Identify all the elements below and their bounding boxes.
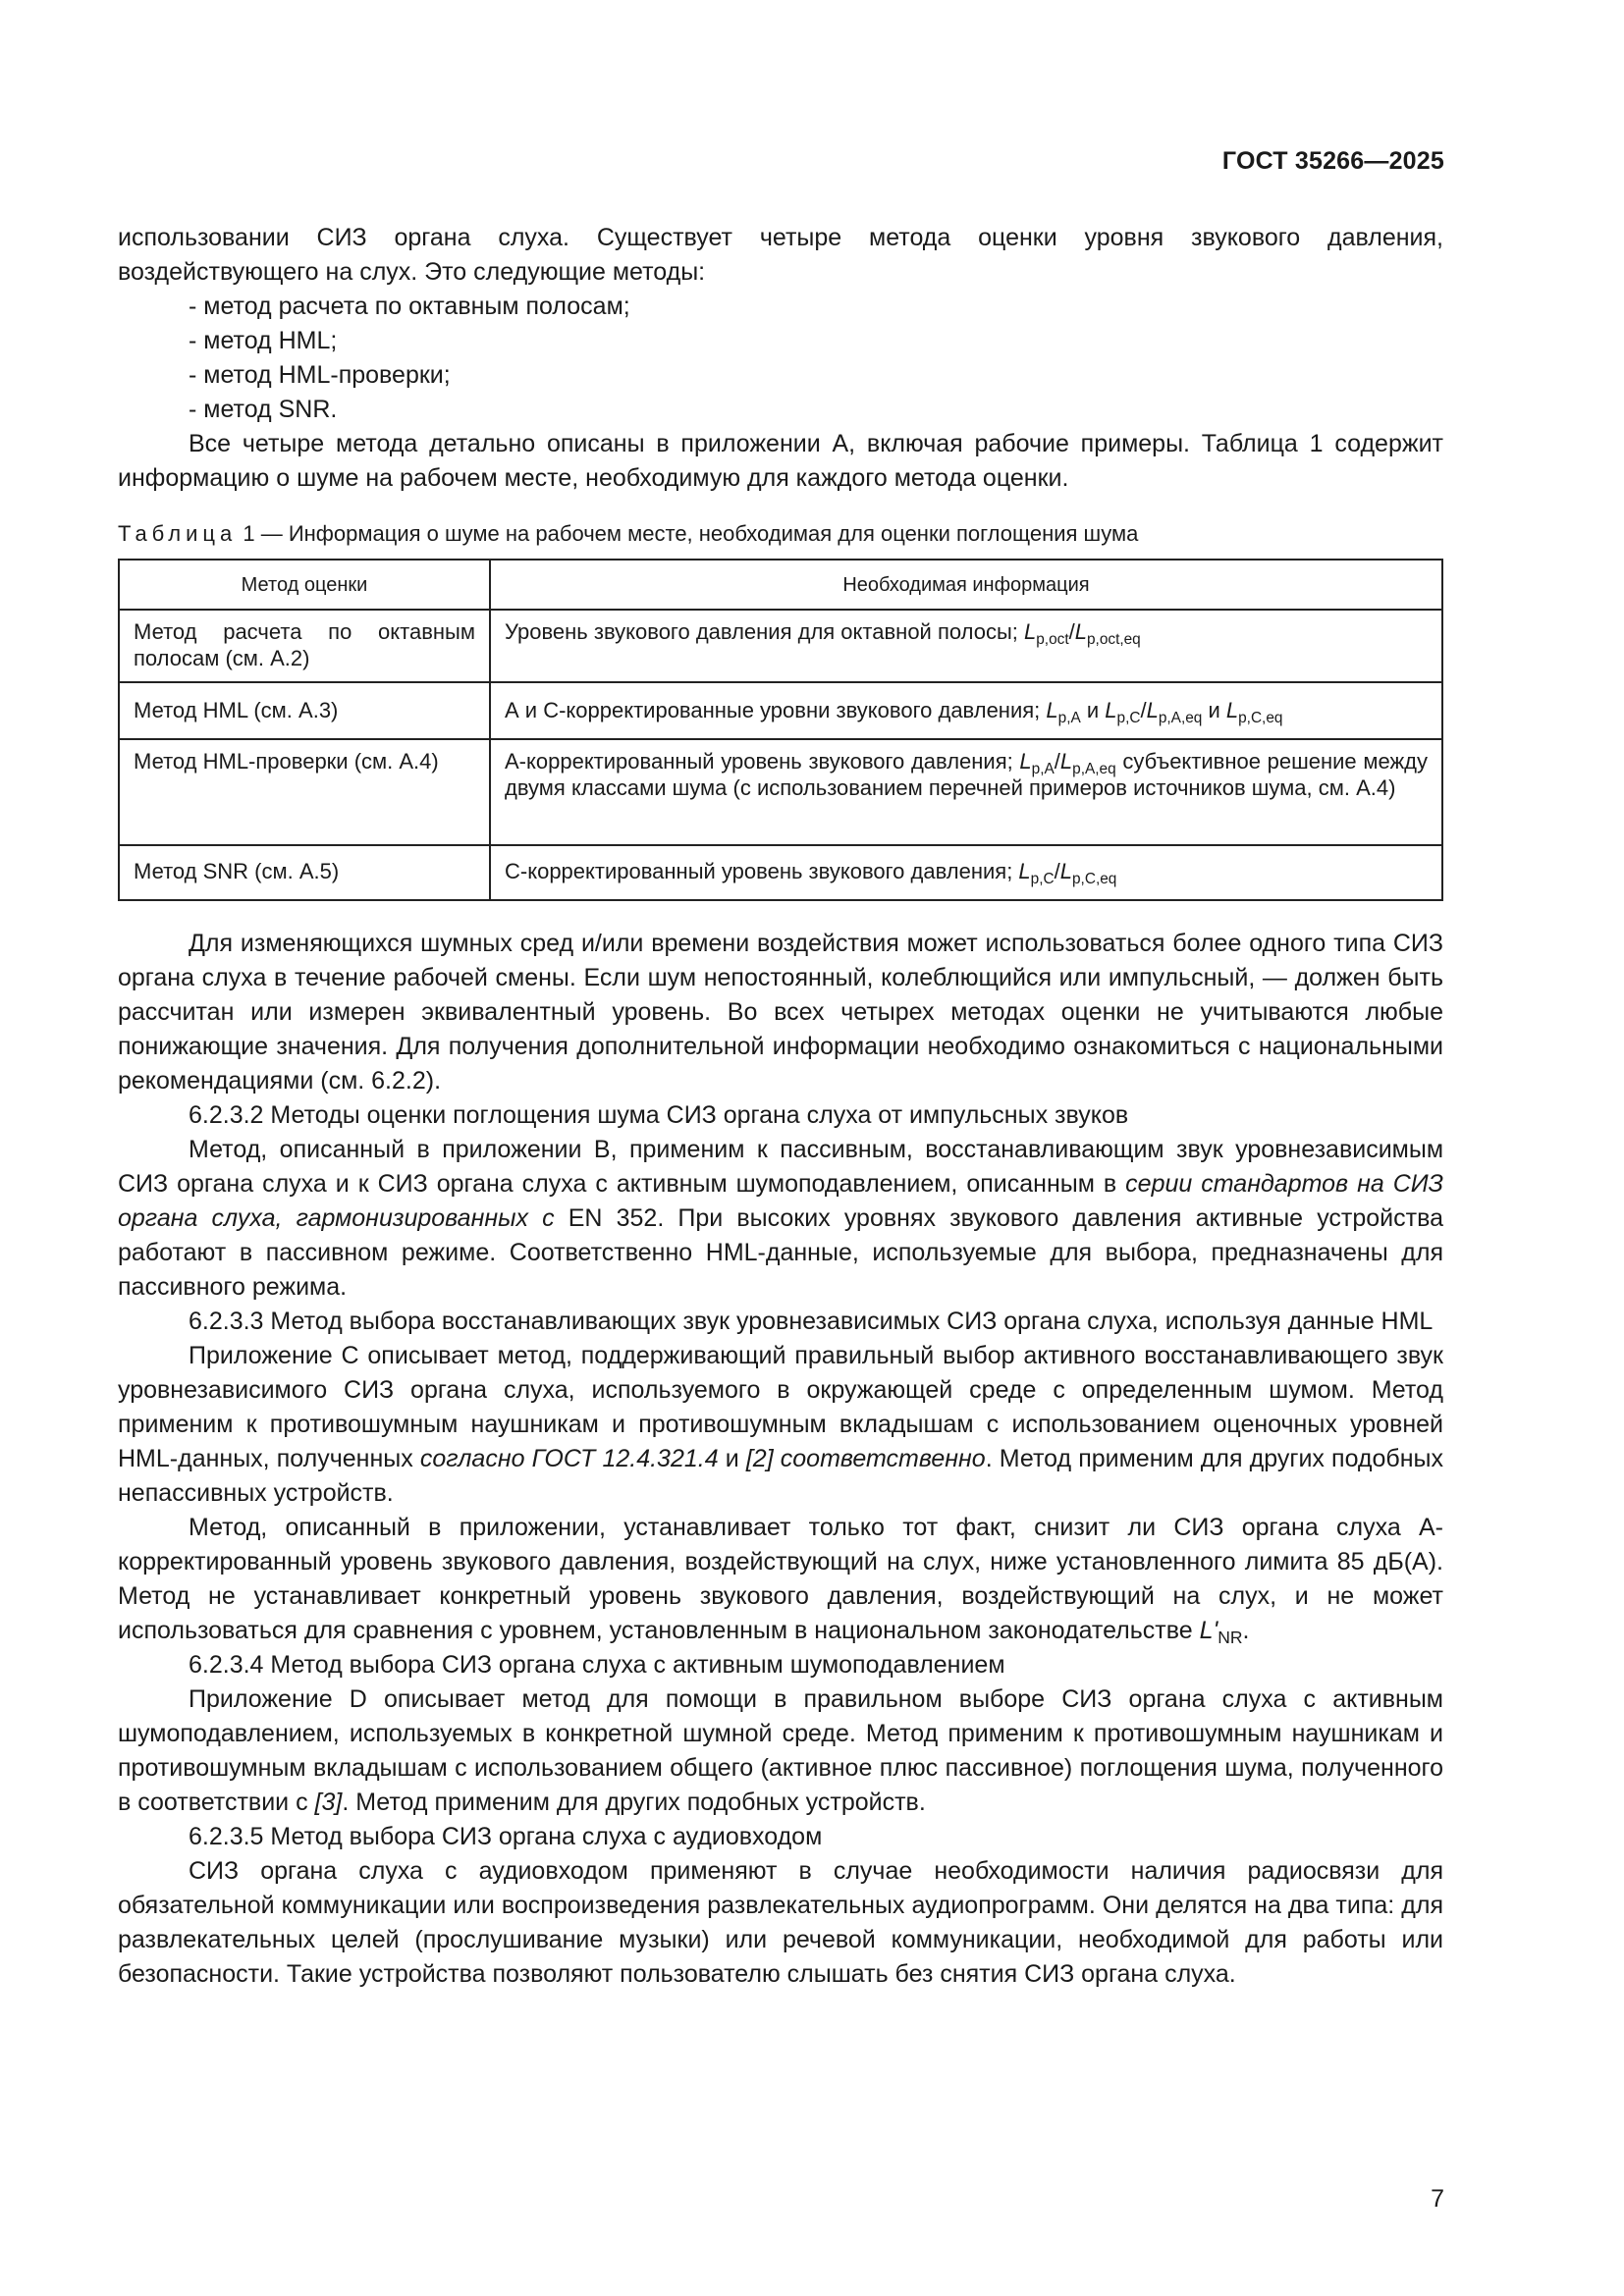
info-cell: А и С-корректированные уровни звукового давления; $L_{p,A}$ и $L_{p,C}/L_{p,A,eq}$ и $L_{p,C,eq}$	[490, 682, 1442, 739]
body-paragraph: Приложение D описывает метод для помощи в правильном выборе СИЗ органа слуха с активным шумоподавлением, используемых в конкретной шумной среде. Метод применим к противошумным наушникам и противошумным вкладышам с использованием общего (активное плюс пассивное) поглощения шума, полученного в соответствии с [3]. Метод применим для других подобных устройств.	[118, 1685, 1443, 1816]
section-heading-6-2-3-3: 6.2.3.3 Метод выбора восстанавливающих звук уровнезависимых СИЗ органа слуха, используя данные HML	[189, 1308, 1434, 1335]
info-cell: С-корректированный уровень звукового давления; $L_{p,C}/L_{p,C,eq}$	[490, 845, 1442, 900]
table-header-method: Метод оценки	[119, 560, 490, 610]
table-header-info: Необходимая информация	[490, 560, 1442, 610]
body-paragraph: СИЗ органа слуха с аудиовходом применяют в случае необходимости наличия радиосвязи для обязательной коммуникации или воспроизведения развлекательных аудиопрограмм. Они делятся на два типа: для развлекательных целей (прослушивание музыки) или речевой коммуникации, необходимой для работы или безопасности. Такие устройства позволяют пользователю слышать без снятия СИЗ органа слуха.	[118, 1857, 1443, 1988]
body-paragraph: Для изменяющихся шумных сред и/или времени воздействия может использоваться более одного типа СИЗ органа слуха в течение рабочей смены. Если шум непостоянный, колеблющийся или импульсный, — должен быть рассчитан или измерен эквивалентный уровень. Во всех четырех методах оценки не учитываются любые понижающие значения. Для получения дополнительной информации необходимо ознакомиться с национальными рекомендациями (см. 6.2.2).	[118, 930, 1443, 1095]
list-item: - метод расчета по октавным полосам;	[189, 293, 630, 320]
noise-info-table	[118, 559, 1443, 901]
section-heading-6-2-3-4: 6.2.3.4 Метод выбора СИЗ органа слуха с активным шумоподавлением	[189, 1651, 1005, 1679]
table-row	[119, 610, 1442, 682]
table-caption-label: Таблица	[118, 521, 238, 546]
document-body	[118, 221, 1443, 1992]
method-cell: Метод HML (см. А.3)	[119, 682, 490, 739]
info-cell: А-корректированный уровень звукового давления; $L_{p,A}/L_{p,A,eq}$ субъективное решение между двумя классами шума (с использованием перечней примеров источников шума, см. А.4)	[490, 739, 1442, 845]
table-header-row	[119, 560, 1442, 610]
table-row	[119, 845, 1442, 900]
standard-number-header: ГОСТ 35266—2025	[1221, 147, 1444, 175]
method-cell: Метод расчета по октавным полосам (см. А.2)	[119, 610, 490, 682]
body-paragraph: Метод, описанный в приложении, устанавливает только тот факт, снизит ли СИЗ органа слуха А-корректированный уровень звукового давления, воздействующий на слух, ниже установленного лимита 85 дБ(А). Метод не устанавливает конкретный уровень звукового давления, воздействующий на слух, и не может использоваться для сравнения с уровнем, установленным в национальном законодательстве $L'_{NR}$.	[118, 1514, 1443, 1647]
section-heading-6-2-3-5: 6.2.3.5 Метод выбора СИЗ органа слуха с аудиовходом	[189, 1823, 823, 1850]
method-cell: Метод SNR (см. А.5)	[119, 845, 490, 900]
table-caption	[118, 519, 1443, 549]
table-caption-text: 1 — Информация о шуме на рабочем месте, необходимая для оценки поглощения шума	[237, 521, 1139, 546]
list-item: - метод HML-проверки;	[189, 361, 451, 389]
method-cell: Метод HML-проверки (см. А.4)	[119, 739, 490, 845]
table-row	[119, 739, 1442, 845]
list-item: - метод HML;	[189, 327, 338, 354]
page-number: 7	[1431, 2185, 1444, 2213]
list-item: - метод SNR.	[189, 396, 338, 423]
section-heading-6-2-3-2: 6.2.3.2 Методы оценки поглощения шума СИЗ органа слуха от импульсных звуков	[189, 1101, 1129, 1129]
after-list-paragraph: Все четыре метода детально описаны в приложении А, включая рабочие примеры. Таблица 1 содержит информацию о шуме на рабочем месте, необходимую для каждого метода оценки.	[118, 430, 1443, 492]
info-cell: Уровень звукового давления для октавной полосы; $L_{p,oct}/L_{p,oct,eq}$	[490, 610, 1442, 682]
body-paragraph: Приложение С описывает метод, поддерживающий правильный выбор активного восстанавливающего звук уровнезависимого СИЗ органа слуха, используемого в окружающей среде с определенным шумом. Метод применим к противошумным наушникам и противошумным вкладышам с использованием оценочных уровней HML-данных, полученных согласно ГОСТ 12.4.321.4 и [2] соответственно. Метод применим для других подобных непассивных устройств.	[118, 1342, 1444, 1507]
body-paragraph: Метод, описанный в приложении В, применим к пассивным, восстанавливающим звук уровнезависимым СИЗ органа слуха и к СИЗ органа слуха с активным шумоподавлением, описанным в серии стандартов на СИЗ органа слуха, гармонизированных с EN 352. При высоких уровнях звукового давления активные устройства работают в пассивном режиме. Соответственно HML-данные, используемые для выбора, предназначены для пассивного режима.	[118, 1136, 1443, 1301]
intro-paragraph: использовании СИЗ органа слуха. Существует четыре метода оценки уровня звукового давления, воздействующего на слух. Это следующие методы:	[118, 224, 1443, 286]
table-row	[119, 682, 1442, 739]
